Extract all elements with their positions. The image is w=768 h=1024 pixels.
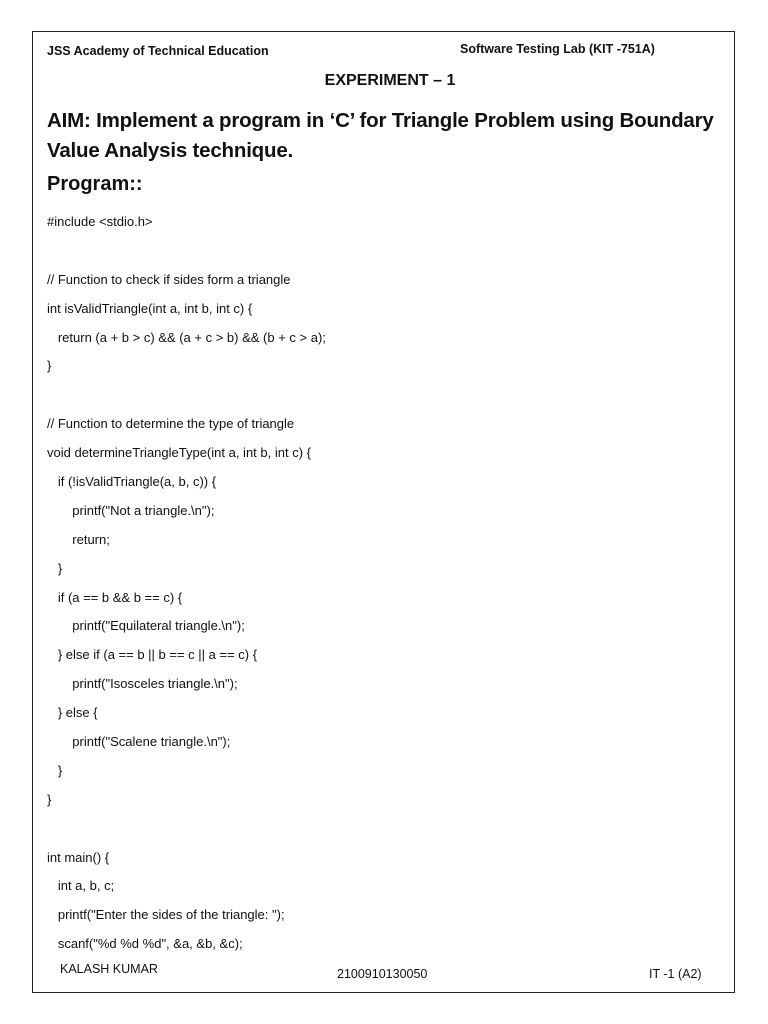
code-line: } — [47, 358, 52, 374]
experiment-title-wrap — [0, 72, 768, 90]
footer-class-section: IT -1 (A2) — [649, 967, 702, 981]
code-line: printf("Enter the sides of the triangle: "); — [47, 907, 285, 923]
header-lab-name: Software Testing Lab (KIT -751A) — [460, 42, 655, 56]
footer-student-name: KALASH KUMAR — [60, 962, 158, 976]
footer-roll-number: 2100910130050 — [337, 967, 428, 981]
code-line — [47, 237, 326, 266]
code-line: } else if (a == b || b == c || a == c) { — [47, 647, 258, 663]
code-line: printf("Isosceles triangle.\n"); — [47, 676, 238, 692]
code-line: #include <stdio.h> — [47, 214, 153, 229]
code-line: } — [47, 560, 63, 576]
code-line: void determineTriangleType(int a, int b, int c) { — [47, 445, 311, 461]
program-heading: Program:: — [47, 173, 143, 195]
experiment-title: EXPERIMENT – 1 — [324, 72, 456, 89]
code-line: printf("Not a triangle.\n"); — [47, 502, 215, 518]
code-line: } — [47, 762, 63, 778]
code-line: int isValidTriangle(int a, int b, int c) { — [47, 300, 253, 316]
code-line: int a, b, c; — [47, 878, 115, 894]
code-line: return; — [47, 531, 110, 547]
code-line: return (a + b > c) && (a + c > b) && (b + c > a); — [47, 329, 326, 345]
code-line: // Function to check if sides form a triangle — [47, 271, 291, 287]
code-line: printf("Equilateral triangle.\n"); — [47, 618, 245, 634]
code-line — [47, 815, 326, 844]
code-line: scanf("%d %d %d", &a, &b, &c); — [47, 936, 243, 952]
code-block — [47, 208, 326, 959]
code-line: if (!isValidTriangle(a, b, c)) { — [47, 474, 217, 490]
code-line: } else { — [47, 705, 98, 721]
code-line — [47, 381, 326, 410]
code-line: // Function to determine the type of triangle — [47, 416, 295, 432]
code-line: printf("Scalene triangle.\n"); — [47, 734, 231, 750]
code-line: if (a == b && b == c) { — [47, 589, 183, 605]
aim-statement: AIM: Implement a program in ‘C’ for Triangle Problem using Boundary Value Analysis technique. — [47, 109, 714, 162]
code-line: int main() { — [47, 849, 110, 865]
code-line: } — [47, 791, 52, 807]
header-institution: JSS Academy of Technical Education — [47, 44, 269, 58]
